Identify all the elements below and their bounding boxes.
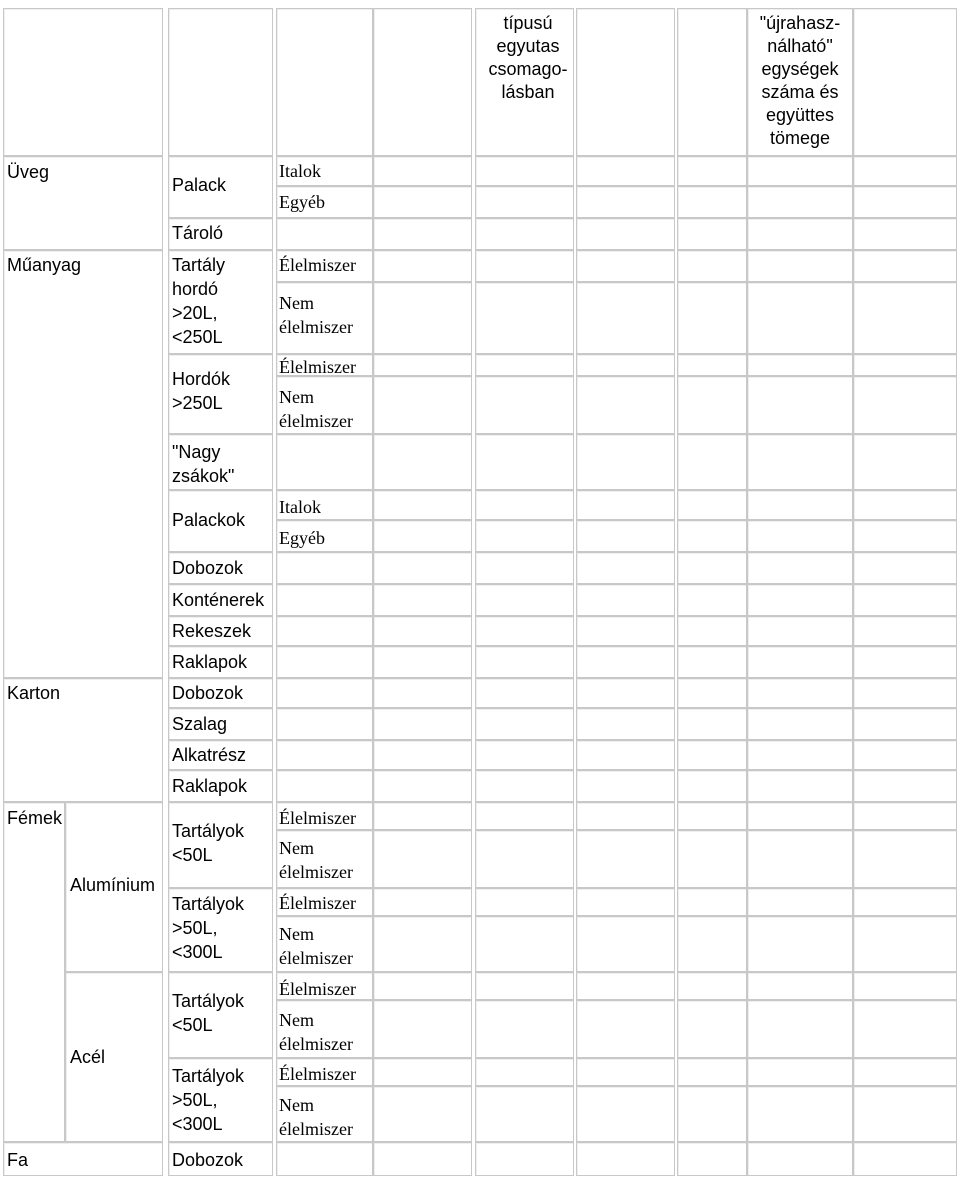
table-cell [475, 156, 574, 186]
table-cell [747, 354, 853, 376]
packaging-pallets: Raklapok [172, 652, 248, 672]
submaterial-aluminium: Alumínium [70, 875, 156, 895]
table-cell [475, 1000, 574, 1058]
table-cell [3, 8, 163, 156]
table-cell [677, 616, 747, 646]
table-cell [747, 830, 853, 888]
packaging-component: Alkatrész [172, 745, 247, 765]
usage-other: Egyéb [279, 528, 325, 548]
table-cell [276, 434, 373, 490]
table-cell [276, 584, 373, 616]
table-cell [576, 520, 675, 552]
table-cell [576, 490, 675, 520]
table-cell [853, 888, 957, 916]
packaging-bottle: Palack [172, 175, 227, 195]
table-cell [747, 972, 853, 1000]
table-cell [853, 584, 957, 616]
usage-drinks: Italok [279, 161, 321, 181]
table-cell [747, 888, 853, 916]
table-cell [677, 376, 747, 434]
table-cell [576, 770, 675, 802]
table-cell [576, 830, 675, 888]
material-plastic: Műanyag [7, 255, 82, 275]
table-cell [373, 708, 472, 740]
table-cell [853, 282, 957, 354]
table-cell [576, 250, 675, 282]
packaging-bottles: Palackok [172, 510, 246, 530]
table-cell [475, 802, 574, 830]
table-cell [475, 616, 574, 646]
table-cell [747, 1142, 853, 1176]
table-cell [677, 520, 747, 552]
table-cell [475, 770, 574, 802]
table-cell [677, 434, 747, 490]
table-cell [576, 186, 675, 218]
table-cell [373, 1142, 472, 1176]
table-cell [747, 218, 853, 250]
table-cell [276, 740, 373, 770]
packaging-crates: Rekeszek [172, 621, 252, 641]
table-cell [3, 802, 65, 1142]
packaging-tank-barrel: Tartály hordó >20L, <250L [172, 255, 226, 347]
table-cell [373, 646, 472, 678]
table-cell [475, 708, 574, 740]
packaging-barrels: Hordók >250L [172, 369, 231, 413]
table-cell [677, 646, 747, 678]
table-cell [747, 250, 853, 282]
table-cell [747, 646, 853, 678]
table-cell [276, 708, 373, 740]
table-cell [853, 520, 957, 552]
table-cell [853, 156, 957, 186]
submaterial-steel: Acél [70, 1047, 106, 1067]
table-cell [677, 250, 747, 282]
table-cell [853, 376, 957, 434]
table-cell [747, 678, 853, 708]
table-cell [373, 916, 472, 972]
table-cell [747, 616, 853, 646]
packaging-tanks-small: Tartályok <50L [172, 821, 245, 865]
table-cell [853, 678, 957, 708]
table-cell [677, 916, 747, 972]
table-cell [853, 972, 957, 1000]
usage-non-food: Nem élelmiszer [279, 1010, 353, 1054]
table-cell [747, 584, 853, 616]
table-cell [373, 678, 472, 708]
table-cell [576, 740, 675, 770]
table-cell [475, 520, 574, 552]
table-cell [576, 218, 675, 250]
table-cell [576, 376, 675, 434]
table-cell [747, 708, 853, 740]
table-cell [475, 740, 574, 770]
table-cell [677, 1086, 747, 1142]
table-cell [677, 740, 747, 770]
packaging-boxes: Dobozok [172, 558, 244, 578]
table-cell [373, 520, 472, 552]
table-cell [677, 770, 747, 802]
packaging-boxes: Dobozok [172, 683, 244, 703]
table-cell [853, 354, 957, 376]
table-cell [576, 916, 675, 972]
table-cell [475, 678, 574, 708]
table-cell [276, 552, 373, 584]
usage-non-food: Nem élelmiszer [279, 293, 353, 337]
table-cell [576, 1086, 675, 1142]
table-cell [747, 552, 853, 584]
table-cell [276, 218, 373, 250]
table-cell [475, 376, 574, 434]
usage-food: Élelmiszer [279, 893, 356, 913]
table-cell [747, 186, 853, 218]
table-cell [677, 218, 747, 250]
table-cell [853, 8, 957, 156]
table-cell [373, 376, 472, 434]
table-cell [677, 282, 747, 354]
table-cell [576, 802, 675, 830]
table-cell [677, 678, 747, 708]
table-cell [576, 972, 675, 1000]
table-cell [373, 8, 472, 156]
usage-non-food: Nem élelmiszer [279, 387, 353, 431]
table-cell [373, 218, 472, 250]
table-cell [373, 250, 472, 282]
table-cell [373, 186, 472, 218]
table-cell [373, 1086, 472, 1142]
table-cell [853, 830, 957, 888]
table-cell [576, 708, 675, 740]
table-cell [3, 250, 163, 678]
packaging-boxes: Dobozok [172, 1150, 244, 1170]
table-cell [677, 552, 747, 584]
table-cell [475, 888, 574, 916]
table-cell [576, 434, 675, 490]
table-cell [373, 584, 472, 616]
table-cell [677, 8, 747, 156]
table-cell [475, 490, 574, 520]
table-cell [576, 1058, 675, 1086]
table-cell [475, 282, 574, 354]
table-cell [475, 1058, 574, 1086]
table-cell [677, 490, 747, 520]
table-cell [373, 830, 472, 888]
table-cell [747, 376, 853, 434]
table-cell [853, 1142, 957, 1176]
table-cell [475, 250, 574, 282]
table-cell [373, 770, 472, 802]
packaging-tanks-large: Tartályok >50L, <300L [172, 1066, 245, 1134]
table-cell [747, 520, 853, 552]
table-cell [168, 8, 273, 156]
table-cell [373, 616, 472, 646]
table-cell [475, 972, 574, 1000]
column-header-reusable: "újrahasz- nálható" egységek száma és együttes tömege [759, 13, 841, 148]
table-cell [373, 1058, 472, 1086]
table-cell [373, 972, 472, 1000]
table-cell [475, 646, 574, 678]
table-cell [677, 186, 747, 218]
table-cell [576, 8, 675, 156]
table-cell [576, 1000, 675, 1058]
table-cell [747, 770, 853, 802]
table-cell [373, 740, 472, 770]
table-cell [677, 708, 747, 740]
table-cell [677, 1058, 747, 1086]
table-cell [475, 584, 574, 616]
table-cell [475, 1086, 574, 1142]
usage-non-food: Nem élelmiszer [279, 838, 353, 882]
table-cell [853, 490, 957, 520]
packaging-container: Tároló [172, 223, 224, 243]
table-cell [475, 434, 574, 490]
table-cell [576, 156, 675, 186]
table-cell [373, 490, 472, 520]
usage-food: Élelmiszer [279, 357, 356, 377]
table-cell [853, 916, 957, 972]
usage-drinks: Italok [279, 497, 321, 517]
table-cell [747, 282, 853, 354]
table-cell [677, 972, 747, 1000]
packaging-tape: Szalag [172, 714, 228, 734]
table-cell [373, 282, 472, 354]
table-cell [853, 646, 957, 678]
packaging-tanks-small: Tartályok <50L [172, 991, 245, 1035]
table-cell [677, 584, 747, 616]
table-cell [276, 770, 373, 802]
table-cell [576, 678, 675, 708]
table-cell [853, 186, 957, 218]
table-cell [373, 434, 472, 490]
table-cell [576, 888, 675, 916]
table-cell [475, 916, 574, 972]
table-cell [747, 1000, 853, 1058]
table-cell [276, 1142, 373, 1176]
table-cell [576, 552, 675, 584]
table-cell [475, 218, 574, 250]
table-cell [576, 282, 675, 354]
material-glass: Üveg [7, 162, 50, 182]
usage-food: Élelmiszer [279, 255, 356, 275]
table-cell [373, 888, 472, 916]
table-cell [853, 616, 957, 646]
table-cell [677, 156, 747, 186]
table-cell [276, 678, 373, 708]
table-cell [677, 888, 747, 916]
table-cell [747, 1086, 853, 1142]
packaging-tanks-large: Tartályok >50L, <300L [172, 894, 245, 962]
usage-non-food: Nem élelmiszer [279, 924, 353, 968]
table-cell [853, 552, 957, 584]
material-metals: Fémek [7, 808, 63, 828]
packaging-big-bags: "Nagy zsákok" [172, 442, 235, 486]
usage-food: Élelmiszer [279, 808, 356, 828]
table-cell [747, 156, 853, 186]
usage-food: Élelmiszer [279, 979, 356, 999]
material-wood: Fa [7, 1150, 29, 1170]
table-cell [373, 354, 472, 376]
table-cell [677, 1000, 747, 1058]
table-cell [747, 802, 853, 830]
table-cell [853, 1000, 957, 1058]
table-cell [853, 708, 957, 740]
table-cell [576, 616, 675, 646]
table-cell [853, 1058, 957, 1086]
material-cardboard: Karton [7, 683, 61, 703]
table-cell [475, 186, 574, 218]
table-cell [373, 1000, 472, 1058]
table-cell [853, 770, 957, 802]
table-cell [853, 740, 957, 770]
table-cell [475, 1142, 574, 1176]
table-cell [677, 354, 747, 376]
table-cell [747, 916, 853, 972]
table-cell [276, 8, 373, 156]
table-cell [475, 354, 574, 376]
table-cell [373, 552, 472, 584]
table-cell [747, 1058, 853, 1086]
column-header-type: típusú egyutas csomago- lásban [488, 13, 568, 102]
table-cell [276, 616, 373, 646]
packaging-pallets: Raklapok [172, 776, 248, 796]
table-cell [576, 646, 675, 678]
usage-non-food: Nem élelmiszer [279, 1095, 353, 1139]
table-cell [475, 552, 574, 584]
table-cell [853, 218, 957, 250]
table-cell [677, 802, 747, 830]
table-cell [373, 156, 472, 186]
table-cell [576, 584, 675, 616]
table-cell [677, 1142, 747, 1176]
packaging-containers: Konténerek [172, 590, 265, 610]
table-cell [475, 830, 574, 888]
table-cell [747, 490, 853, 520]
table-cell [276, 646, 373, 678]
usage-other: Egyéb [279, 192, 325, 212]
table-cell [853, 250, 957, 282]
table-cell [747, 434, 853, 490]
table-cell [747, 740, 853, 770]
table-cell [853, 802, 957, 830]
usage-food: Élelmiszer [279, 1064, 356, 1084]
table-cell [576, 354, 675, 376]
table-cell [576, 1142, 675, 1176]
table-cell [677, 830, 747, 888]
table-cell [373, 802, 472, 830]
table-cell [853, 434, 957, 490]
table-cell [853, 1086, 957, 1142]
